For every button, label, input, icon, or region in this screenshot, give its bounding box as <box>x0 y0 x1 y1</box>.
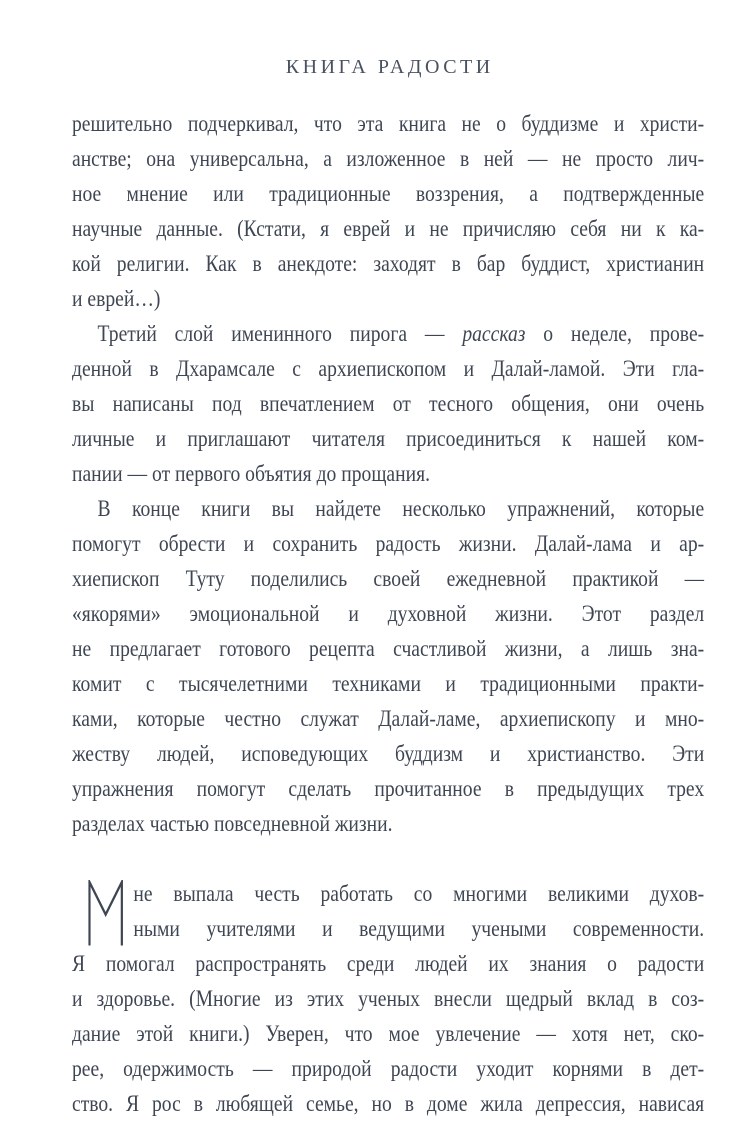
text-line <box>72 246 704 281</box>
text-segment: жеству людей, исповедующих буддизм и христианство. Эти <box>72 741 705 766</box>
text-segment: ное мнение или традиционные воззрения, а подтвержденные <box>72 181 705 206</box>
text-segment: и здоровье. (Многие из этих ученых внесли щедрый вклад в соз- <box>72 986 705 1011</box>
text-segment: решительно подчеркивал, что эта книга не о буддизме и христи- <box>72 111 705 136</box>
text-segment: кой религии. Как в анекдоте: заходят в бар буддист, христианин <box>72 251 705 276</box>
text-line <box>72 771 704 806</box>
text-segment: хиепископ Туту поделились своей ежедневной практикой — <box>72 566 705 591</box>
drop-cap <box>72 876 133 946</box>
body-text <box>72 106 704 1121</box>
text-segment: вы написаны под впечатлением от тесного общения, они очень <box>72 391 705 416</box>
text-line <box>72 1051 704 1086</box>
text-segment: дание этой книги.) Уверен, что мое увлечение — хотя нет, ско- <box>72 1021 705 1046</box>
text-line <box>72 946 704 981</box>
text-line <box>72 316 704 351</box>
section-lines <box>72 876 704 1121</box>
text-line <box>72 631 704 666</box>
text-segment: упражнения помогут сделать прочитанное в предыдущих трех <box>72 776 705 801</box>
new-section <box>72 876 704 1121</box>
text-segment: ками, которые честно служат Далай-ламе, архиепископу и мно- <box>72 706 705 731</box>
text-line <box>72 806 704 841</box>
text-segment: комит с тысячелетними техниками и традиционными практи- <box>72 671 705 696</box>
text-line <box>72 351 704 386</box>
text-segment: не выпала честь работать со многими великими духов- <box>133 881 705 906</box>
text-line <box>72 106 704 141</box>
italic-text: рассказ <box>462 321 526 346</box>
text-segment: Я помогал распространять среди людей их знания о радости <box>72 951 705 976</box>
text-line <box>72 736 704 771</box>
drop-cap-m-glyph <box>88 880 123 946</box>
text-line <box>72 561 704 596</box>
text-line <box>72 211 704 246</box>
text-line <box>72 491 704 526</box>
text-segment: разделах частью повседневной жизни. <box>72 811 393 836</box>
text-segment: пании — от первого объятия до прощания. <box>72 461 431 486</box>
text-line <box>72 1016 704 1051</box>
text-line <box>72 596 704 631</box>
paragraphs-block <box>72 106 704 841</box>
text-line <box>72 421 704 456</box>
text-segment: «якорями» эмоциональной и духовной жизни. Этот раздел <box>72 601 705 626</box>
text-line <box>72 1086 704 1121</box>
text-segment: ными учителями и ведущими учеными современности. <box>133 916 705 941</box>
text-segment: помогут обрести и сохранить радость жизни. Далай-лама и ар- <box>72 531 705 556</box>
drop-cap-letter <box>72 876 73 877</box>
text-line <box>72 666 704 701</box>
text-line <box>133 911 704 946</box>
text-segment: В конце книги вы найдете несколько упражнений, которые <box>97 496 705 521</box>
running-header: КНИГА РАДОСТИ <box>285 56 494 78</box>
text-line <box>72 526 704 561</box>
text-segment: Третий слой именинного пирога — <box>97 321 463 346</box>
text-segment: личные и приглашают читателя присоединиться к нашей ком- <box>72 426 705 451</box>
text-line <box>72 456 704 491</box>
text-segment: не предлагает готового рецепта счастливой жизни, а лишь зна- <box>72 636 705 661</box>
text-segment: и еврей…) <box>72 286 161 311</box>
text-line <box>133 876 704 911</box>
text-line <box>72 281 704 316</box>
text-segment: научные данные. (Кстати, я еврей и не причисляю себя ни к ка- <box>72 216 705 241</box>
text-line <box>72 981 704 1016</box>
text-line <box>72 141 704 176</box>
text-line <box>72 701 704 736</box>
text-segment: денной в Дхарамсале с архиепископом и Далай-ламой. Эти гла- <box>72 356 705 381</box>
text-segment: ство. Я рос в любящей семье, но в доме жила депрессия, нависая <box>72 1091 705 1116</box>
text-segment: анстве; она универсальна, а изложенное в ней — не просто лич- <box>72 146 705 171</box>
text-segment: рее, одержимость — природой радости уходит корнями в дет- <box>72 1056 705 1081</box>
text-line <box>72 386 704 421</box>
text-line <box>72 176 704 211</box>
text-segment: о неделе, прове- <box>525 321 705 346</box>
